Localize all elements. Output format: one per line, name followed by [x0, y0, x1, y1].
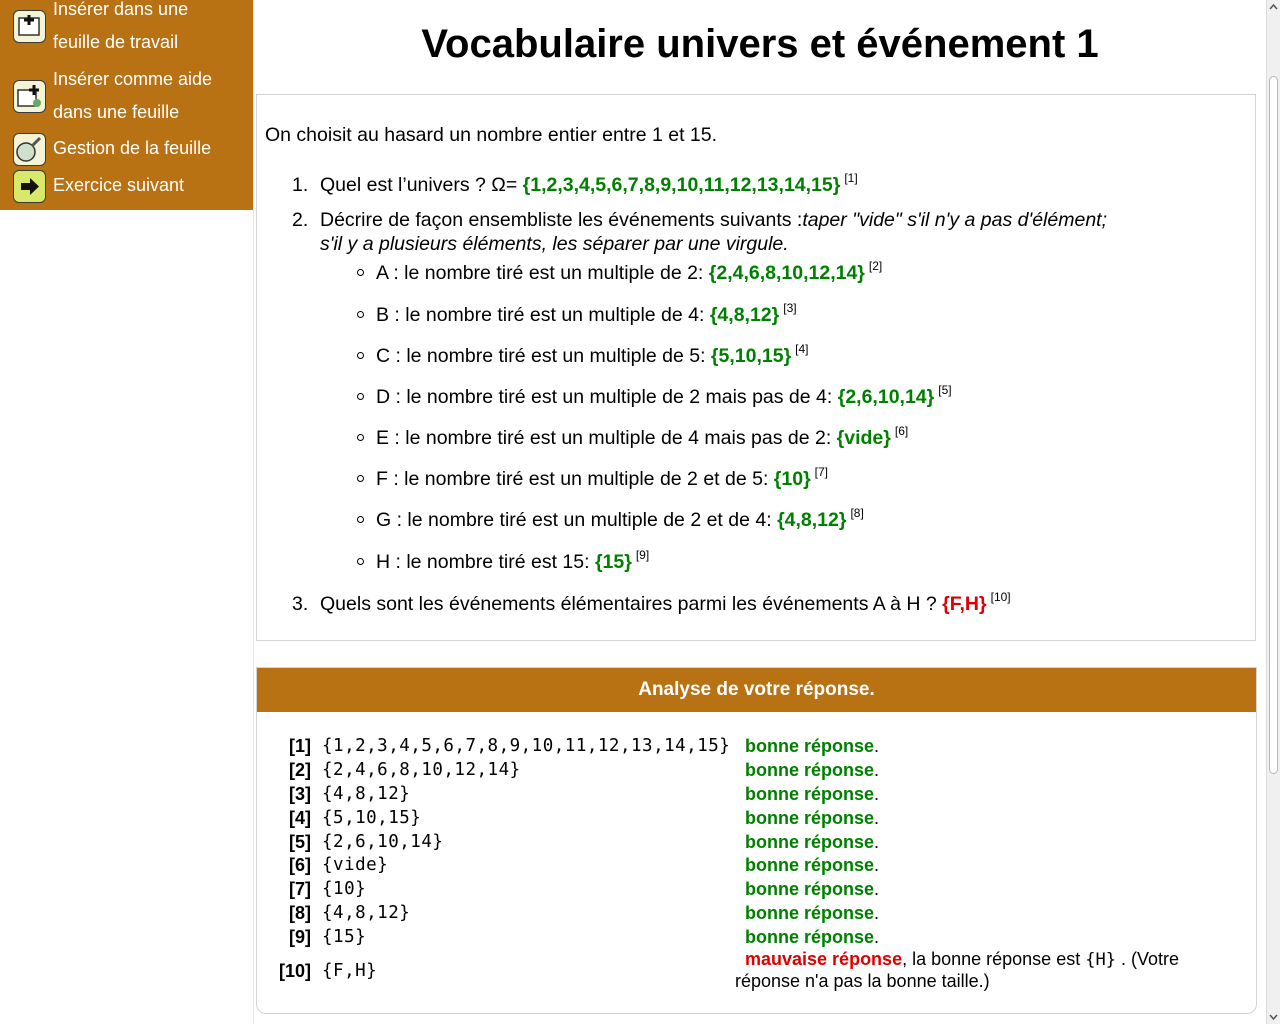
bullet-icon	[357, 516, 364, 523]
q2-item-answer[interactable]: {10}	[773, 468, 811, 490]
verdict-text: bonne réponse	[745, 760, 875, 780]
row-number[interactable]: [5]	[289, 832, 311, 852]
insert-help-icon	[13, 80, 46, 113]
row-verdict	[745, 903, 879, 924]
row-verdict	[745, 832, 879, 853]
q2-item-b	[376, 303, 797, 327]
q2-item-ref[interactable]: [2]	[868, 259, 883, 273]
row-verdict	[745, 736, 879, 757]
verdict-text: bonne réponse	[745, 736, 875, 756]
row-number[interactable]: [4]	[289, 808, 311, 828]
menu-manage-sheet[interactable]	[0, 132, 253, 167]
q2-item-ref[interactable]: [7]	[814, 465, 829, 479]
bullet-icon	[357, 352, 364, 359]
insert-worksheet-icon	[13, 10, 46, 43]
q2-item-text: F : le nombre tiré est un multiple de 2 et de 5:	[376, 468, 769, 490]
q1	[320, 173, 858, 197]
row-verdict	[745, 949, 1179, 970]
verdict-text: bonne réponse	[745, 832, 875, 852]
bullet-icon	[357, 311, 364, 318]
q2-item-ref[interactable]: [5]	[938, 383, 952, 397]
row-answer: {10}	[322, 879, 367, 899]
row-verdict	[745, 927, 879, 948]
row-answer: {15}	[322, 927, 367, 947]
verdict-end: .	[874, 736, 880, 756]
bullet-icon	[357, 558, 364, 565]
row-verdict	[745, 855, 879, 876]
menu-insert-worksheet-line1: Insérer dans une	[53, 0, 189, 19]
row-answer: {4,8,12}	[322, 784, 411, 804]
q2-item-ref[interactable]: [6]	[894, 424, 909, 438]
row-verdict	[745, 808, 879, 829]
manage-sheet-icon	[13, 133, 46, 166]
analysis-header: Analyse de votre réponse.	[257, 668, 1256, 712]
q3-number: 3.	[292, 593, 309, 615]
menu-insert-help[interactable]	[0, 63, 253, 131]
scrollbar-thumb[interactable]	[1269, 76, 1278, 774]
side-menu	[0, 0, 253, 210]
verdict-end: .	[874, 903, 880, 923]
page-border	[253, 0, 254, 1024]
vertical-scrollbar[interactable]	[1266, 0, 1280, 1024]
q2-item-answer[interactable]: {15}	[594, 551, 632, 573]
correct-answer: {H}	[1085, 950, 1116, 970]
q2-item-text: B : le nombre tiré est un multiple de 4:	[376, 304, 705, 326]
row-number[interactable]: [7]	[289, 879, 311, 899]
menu-insert-worksheet-line2: feuille de travail	[53, 32, 179, 52]
q2-item-text: E : le nombre tiré est un multiple de 4 mais pas de 2:	[376, 427, 832, 449]
q2-item-text: A : le nombre tiré est un multiple de 2:	[376, 262, 704, 284]
q2-item-a	[376, 261, 882, 285]
verdict-text: bonne réponse	[745, 927, 875, 947]
verdict-detail-3: réponse n'a pas la bonne taille.)	[735, 971, 990, 991]
q2-item-answer[interactable]: {4,8,12}	[777, 509, 847, 531]
verdict-end: .	[874, 832, 880, 852]
verdict-detail-2: . (Votre	[1120, 949, 1179, 969]
bullet-icon	[357, 393, 364, 400]
q2-number: 2.	[292, 209, 309, 231]
verdict-end: .	[874, 784, 880, 804]
menu-insert-worksheet[interactable]	[0, 0, 253, 63]
q2-item-f	[376, 467, 828, 491]
q2-item-h	[376, 550, 649, 574]
verdict-text: bonne réponse	[745, 879, 875, 899]
q2-item-answer[interactable]: {vide}	[836, 427, 891, 449]
scroll-down-arrow-icon[interactable]	[1267, 1010, 1280, 1024]
q2-item-answer[interactable]: {2,6,10,14}	[837, 386, 935, 408]
verdict-detail: , la bonne réponse est	[902, 949, 1081, 969]
q1-number: 1.	[292, 174, 309, 196]
q2-item-ref[interactable]: [4]	[795, 342, 809, 356]
q2-item-text: H : le nombre tiré est 15:	[376, 551, 590, 573]
bullet-icon	[357, 434, 364, 441]
q2-hint-2: s'il y a plusieurs éléments, les séparer par une virgule.	[320, 233, 789, 255]
q1-ref[interactable]: [1]	[844, 171, 858, 185]
verdict-text: bonne réponse	[745, 784, 875, 804]
menu-manage-sheet-label: Gestion de la feuille	[53, 138, 212, 158]
verdict-end: .	[874, 808, 880, 828]
menu-insert-help-line2: dans une feuille	[53, 102, 180, 122]
q2-item-g	[376, 508, 864, 532]
analysis-box	[256, 667, 1257, 1014]
q3	[320, 592, 1011, 616]
row-answer: {2,6,10,14}	[322, 832, 444, 852]
q3-text: Quels sont les événements élémentaires parmi les événements A à H ?	[320, 593, 937, 615]
q2-item-text: G : le nombre tiré est un multiple de 2 et de 4:	[376, 509, 772, 531]
bullet-icon	[357, 269, 364, 276]
row-answer: {1,2,3,4,5,6,7,8,9,10,11,12,13,14,15}	[322, 736, 731, 756]
row-answer: {2,4,6,8,10,12,14}	[322, 760, 521, 780]
q2-item-answer[interactable]: {2,4,6,8,10,12,14}	[708, 262, 865, 284]
q3-answer[interactable]: {F,H}	[942, 593, 987, 615]
q2-item-answer[interactable]: {4,8,12}	[709, 304, 780, 326]
q3-ref[interactable]: [10]	[990, 590, 1011, 604]
q2-item-ref[interactable]: [9]	[635, 548, 650, 562]
verdict-text: bonne réponse	[745, 903, 875, 923]
verdict-text: mauvaise réponse	[745, 949, 903, 969]
row-number[interactable]: [10]	[278, 961, 311, 981]
q2-item-e	[376, 426, 908, 450]
row-number[interactable]: [3]	[289, 784, 311, 804]
q2-line1	[320, 208, 1107, 232]
row-verdict	[745, 760, 879, 781]
verdict-text: bonne réponse	[745, 855, 875, 875]
q2-text: Décrire de façon ensembliste les événements suivants :	[320, 209, 803, 231]
q2-item-text: D : le nombre tiré est un multiple de 2 mais pas de 4:	[376, 386, 833, 408]
arrow-right-icon	[13, 170, 46, 203]
row-answer: {4,8,12}	[322, 903, 411, 923]
row-answer: {5,10,15}	[322, 808, 422, 828]
q1-text: Quel est l’univers ? Ω=	[320, 174, 518, 196]
q2-item-d	[376, 385, 952, 409]
page-title: Vocabulaire univers et événement 1	[421, 22, 1099, 66]
verdict-end: .	[874, 927, 880, 947]
row-verdict	[745, 879, 879, 900]
q2-item-answer[interactable]: {5,10,15}	[710, 345, 792, 367]
verdict-end: .	[874, 855, 880, 875]
row-number[interactable]: [6]	[289, 855, 311, 875]
menu-next-exercise-label: Exercice suivant	[53, 175, 185, 195]
verdict-end: .	[874, 760, 880, 780]
q2-hint-1: taper "vide" s'il n'y a pas d'élément;	[802, 209, 1107, 231]
bullet-icon	[357, 475, 364, 482]
q2-item-c	[376, 344, 809, 368]
menu-next-exercise[interactable]	[0, 169, 253, 204]
exercise-box	[256, 94, 1256, 641]
row-answer: {vide}	[322, 855, 389, 875]
menu-insert-help-line1: Insérer comme aide	[53, 69, 213, 89]
row-answer: {F,H}	[322, 961, 378, 981]
verdict-end: .	[874, 879, 880, 899]
row-number[interactable]: [9]	[289, 927, 311, 947]
verdict-text: bonne réponse	[745, 808, 875, 828]
row-number[interactable]: [8]	[289, 903, 311, 923]
row-verdict	[745, 784, 879, 805]
row-number[interactable]: [2]	[289, 760, 311, 780]
intro-text: On choisit au hasard un nombre entier entre 1 et 15.	[265, 124, 718, 146]
row-number[interactable]: [1]	[289, 736, 311, 756]
q2-item-ref[interactable]: [3]	[783, 301, 797, 315]
q1-answer[interactable]: {1,2,3,4,5,6,7,8,9,10,11,12,13,14,15}	[522, 174, 841, 196]
q2-item-ref[interactable]: [8]	[850, 506, 864, 520]
scroll-up-arrow-icon[interactable]	[1267, 0, 1280, 14]
q2-item-text: C : le nombre tiré est un multiple de 5:	[376, 345, 706, 367]
